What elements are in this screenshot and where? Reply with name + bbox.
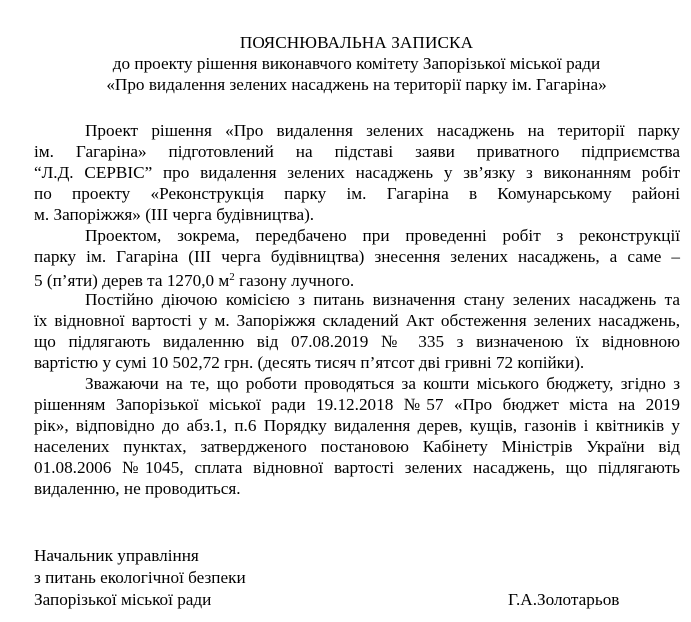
paragraph-line: Постійно діючою комісією з питань визначення стану зелених насаджень та (85, 290, 680, 309)
signatory-name: Г.А.Золотарьов (508, 590, 620, 609)
signature-position-line-3: Запорізької міської ради (34, 590, 212, 609)
paragraph-line: рішенням Запорізької міської ради 19.12.2018 №57 «Про бюджет міста на 2019 (34, 395, 680, 414)
paragraph-line: ім. Гагаріна» підготовлений на підставі заяви приватного підприємства (34, 142, 680, 161)
paragraph-line: “Л.Д. СЕРВІС” про видалення зелених насаджень у зв’язку з виконанням робіт (34, 163, 680, 182)
paragraph-line: вартістю у сумі 10 502,72 грн. (десять тисяч п’ятсот дві гривні 72 копійки). (34, 353, 585, 372)
paragraph-line: населених пунктах, затвердженого постановою Кабінету Міністрів України від (34, 437, 680, 456)
paragraph-line: видаленню, не проводиться. (34, 479, 241, 498)
document-subtitle-line-2: «Про видалення зелених насаджень на території парку ім. Гагаріна» (106, 75, 607, 94)
paragraph-2 (34, 225, 680, 288)
signature-position-line-1: Начальник управління (34, 546, 199, 565)
paragraph-line: Зважаючи на те, що роботи проводяться за кошти міського бюджету, згідно з (85, 374, 680, 393)
line-text: газону лучного. (234, 271, 355, 290)
paragraph-line: що підлягають видаленню від 07.08.2019 № 335 з визначеною їх відновною (34, 332, 680, 351)
paragraph-3 (34, 289, 680, 373)
paragraph-line: Проектом, зокрема, передбачено при проведенні робіт з реконструкції (85, 226, 680, 245)
paragraph-line: рік», відповідно до абз.1, п.6 Порядку видалення дерев, кущів, газонів і квітників у (34, 416, 680, 435)
paragraph-line: 01.08.2006 №1045, сплата відновної вартості зелених насаджень, що підлягають (34, 458, 680, 477)
paragraph-line: парку ім. Гагаріна (III черга будівництва) знесення зелених насаджень, а саме – (34, 247, 680, 266)
document-title: ПОЯСНЮВАЛЬНА ЗАПИСКА (239, 33, 474, 52)
document-subtitle-line-1: до проекту рішення виконавчого комітету Запорізької міської ради (112, 54, 601, 73)
line-text: 5 (п’яти) дерев та 1270,0 м (34, 271, 230, 290)
paragraph-1 (34, 120, 680, 225)
paragraph-4 (34, 373, 680, 499)
paragraph-line: м. Запоріжжя» (III черга будівництва). (34, 205, 315, 224)
superscript: 2 (229, 271, 235, 283)
paragraph-line: їх відновної вартості у м. Запоріжжя складений Акт обстеження зелених насаджень, (34, 311, 680, 330)
paragraph-line: по проекту «Реконструкція парку ім. Гагаріна в Комунарському районі (34, 184, 680, 203)
paragraph-line: Проект рішення «Про видалення зелених насаджень на території парку (85, 121, 680, 140)
paragraph-line-with-superscript (34, 267, 680, 288)
signature-position-line-2: з питань екологічної безпеки (34, 568, 246, 587)
